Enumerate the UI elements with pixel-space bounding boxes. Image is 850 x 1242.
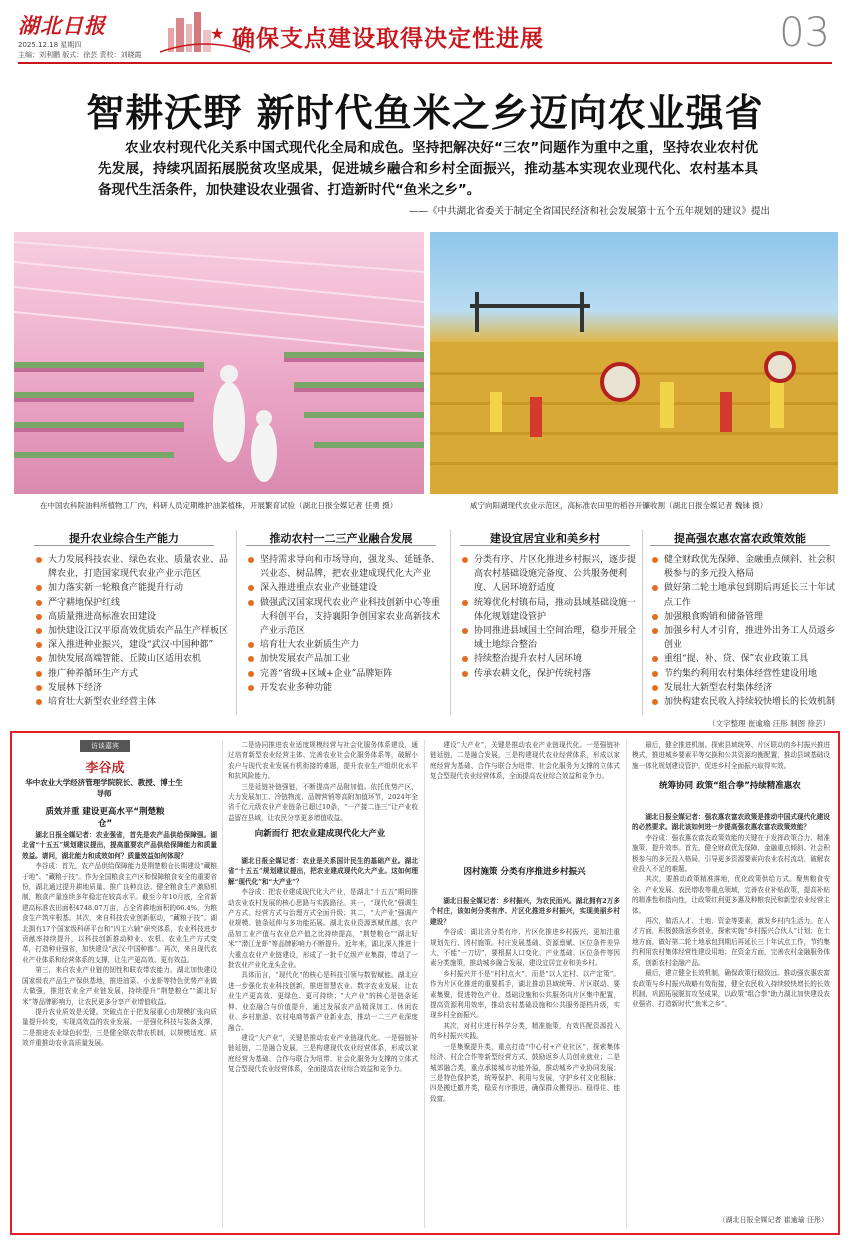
interview-column-4-top [632,740,830,780]
question-paragraph: 湖北日报全媒记者：农业是关系国计民生的基础产业。湖北省“十五五”规划建议提出，把农业建成现代化大产业。这如何理解“现代化”和“大产业”？ [228,857,418,886]
column-heading-industry: 推动农村一二三产业融合发展 [246,530,436,546]
list-item: 完善“省级+区域+企业”品牌矩阵 [246,667,442,681]
interview-column-2 [228,856,418,1228]
answer-paragraph: 二是协同推进农业适度规模经营与社会化服务体系建设，通过培育新型农业经营主体、完善农业社会化服务体系等，破解小农户与现代农业发展有机衔接的难题，提升农业生产组织化水平和抗风险能力。 [228,741,418,781]
list-item: 协同推进县域国土空间治理，稳步开展全域土地综合整治 [460,624,636,652]
list-item: 加快发展高端智能、丘陵山区适用农机 [34,652,230,666]
answer-paragraph: 李谷成：湖北省分类有序、片区化推进乡村振兴，更加注重规划先行、因村施策。村庄发展基础、资源禀赋、区位条件差异大，不能“一刀切”，要根据人口变化、产业基础、区位条件等因素分类施策，推动城乡融合发展，建设宜居宜业和美乡村。 [430,928,620,968]
column-list-production [34,553,230,709]
question-paragraph: 湖北日报全媒记者：乡村振兴，为农民而兴。湖北拥有2万多个村庄，该如何分类有序、片区化推进乡村振兴，实现美丽乡村建设？ [430,897,620,926]
list-item: 加强粮食购销和储备管理 [650,610,836,624]
column-divider [450,530,451,715]
column-list-industry [246,553,442,695]
column-heading-village: 建设宜居宜业和美乡村 [460,530,630,546]
answer-paragraph: 再次，做活人才、土地、资金等要素，激发乡村内生活力。在人才方面，积极鼓励返乡创业，探索实施“乡村振兴合伙人”计划；在土地方面，做好第二轮土地承包到期后再延长三十年试点工作，节约集约利用农村集体经营性建设用地；在资金方面，完善农村金融服务体系，创新农村金融产品。 [632,917,830,967]
infographic-credit: （文字整理 崔逾瑜 汪彤 制图 徐芸） [707,719,830,728]
subheading-1: 质效并重 建设更高水平“荆楚粮仓” [45,807,165,829]
answer-paragraph: 其次，要推动政策精准落地，优化政策供给方式。聚焦粮食安全、产业发展、农民增收等重点领域，完善农业补贴政策，提高补贴的精准性和指向性，让政策红利更多惠及种粮农民和新型农业经营主体。 [632,875,830,915]
subheading-2: 向新而行 把农业建成现代化大产业 [254,829,386,839]
lead-paragraph: 农业农村现代化关系中国式现代化全局和成色。坚持把解决好“三农”问题作为重中之重，坚持农业农村优先发展，持续巩固拓展脱贫攻坚成果，促进城乡融合和乡村全面振兴，推动基本实现农业现代化、农村基本具备现代生活条件，加快建设农业强省、打造新时代“鱼米之乡”。 [98,140,758,198]
list-item: 开发农业多种功能 [246,681,442,695]
answer-paragraph: 李谷成：强农惠农富农政策效能的关键在于发挥政策合力、精准施策、提升效率。首先，健全财政优先保障、金融重点倾斜、社会积极参与的多元投入格局，引导更多资源要素向农业农村流动，破解农业投入不足的难题。 [632,833,830,874]
list-item: 加力落实新一轮粮食产能提升行动 [34,581,230,595]
editor-credits: 主编：刘利鹏 版式：徐芸 责校：刘晓霞 [18,51,142,59]
list-item: 培育壮大新型农业经营主体 [34,695,230,709]
lead-source: ——《中共湖北省委关于制定全省国民经济和社会发展第十五个五年规划的建议》提出 [408,206,770,217]
column-divider [642,530,643,715]
column-heading-production: 提升农业综合生产能力 [34,530,214,546]
list-item: 加快建设江汉平原高效优质农产品生产样板区 [34,624,230,638]
issue-date: 2025.12.18 星期四 [18,41,82,49]
subheading-3: 因村施策 分类有序推进乡村振兴 [463,867,586,877]
list-item: 加快发展农产品加工业 [246,652,442,666]
guest-title: 华中农业大学经济管理学院院长、教授、博士生导师 [25,778,183,798]
plant-factory-photo [14,232,424,494]
list-item: 做好第二轮土地承包到期后再延长三十年试点工作 [650,581,836,609]
right-photo-caption: 咸宁向阳湖现代农业示范区，高标准农田里的稻谷开镰收割（湖北日报全媒记者 魏铼 摄） [470,501,768,510]
answer-paragraph: 其次，对村庄进行科学分类，精准施策，有效匹配资源投入的乡村振兴实践。 [430,1021,620,1041]
guest-name: 李谷成 [85,761,125,776]
list-item: 重组“提、补、贷、保”农业政策工具 [650,652,836,666]
list-item: 节约集约利用农村集体经营性建设用地 [650,667,836,681]
plant-factory-illustration [14,232,424,494]
subheading-4: 统筹协同 政策“组合拳”持续精准惠农 [659,781,801,791]
answer-paragraph: 李谷成：把农业建成现代化大产业，是湖北“十五五”期间推动农业农村发展的核心思路与实践路径。其一，“现代化”强调生产方式、经营方式与治理方式全面升级；其二，“大产业”强调产业规模、链条延伸与多功能拓展。湖北农业资源禀赋优越，农产品加工业产值与农业总产值之比持续提高，“荆楚粮仓”“湖北好米”“潜江龙虾”等品牌影响力不断提升。近年来，湖北深入推进十大重点农业产业链建设，形成了一批千亿级产业集群，带动了一批农业产业化龙头企业。 [228,888,418,970]
masthead [0,0,850,66]
answer-paragraph: 一是集聚提升类，重点打造“中心村+产业社区”，探索集体经济、村企合作等新型经营方式，鼓励返乡人员创业就业；二是城郊融合类，重点承接城市功能外溢，推动城乡产业协同发展；三是特色保护类，统筹保护、利用与发展，守护乡村文化根脉；四是搬迁撤并类，稳妥有序推进，确保群众搬得出、稳得住、能致富。 [430,1042,620,1103]
answer-paragraph: 建设“大产业”，关键是推动农业产业链现代化。一是强链补链延链，二是融合发展，三是构建现代农业经营体系，形成以家庭经营为基础、合作与联合为纽带、社会化服务为支撑的立体式复合型现代农业经营体系，全面提高农业综合效益和竞争力。 [228,1033,418,1074]
interview-column-3 [430,896,620,1228]
interview-column-3-top [430,740,620,840]
list-item: 加快构建农民收入持续较快增长的长效机制 [650,695,836,709]
answer-paragraph: 具体而言，“现代化”的核心是科技引领与数智赋能。湖北应进一步强化农业科技创新，推进智慧农业、数字农业发展，让农业生产更高效、更绿色、更可持续；“大产业”的核心是链条延伸、业态融合与价值提升，通过发展农产品精深加工、休闲农业、乡村旅游、农村电商等新产业新业态，推动一二三产业深度融合。 [228,971,418,1032]
column-list-policy [650,553,836,709]
interview-column-1 [22,830,217,1228]
list-item: 传承农耕文化，保护传统村落 [460,667,636,681]
list-item: 坚持需求导向和市场导向，强龙头、延链条、兴业态、树品牌，把农业建成现代化大产业 [246,553,442,581]
rice-harvest-illustration [430,232,838,494]
list-item: 培育壮大农业新质生产力 [246,638,442,652]
column-list-village [460,553,636,681]
star-icon: ★ [210,24,225,43]
answer-paragraph: 第三，来自农业产业链的韧性和联农带农能力。湖北加快建设国家级农产品生产保供基地，推进油菜、小龙虾等特色优势产业做大做强，推进农业全产业链发展，持续提升“荆楚粮仓”“湖北好米”等品牌影响力，让农民更多分享产业增值收益。 [22,966,217,1006]
section-title: 确保支点建设取得决定性进展 [232,26,544,52]
list-item: 健全财政优先保障、金融重点倾斜、社会积极参与的多元投入格局 [650,553,836,581]
rice-harvest-photo [430,232,838,494]
column-divider [222,740,223,1228]
list-item: 高质量推进高标准农田建设 [34,610,230,624]
column-divider [236,530,237,715]
guest-badge: 访谈嘉宾 [80,740,130,752]
list-item: 持续整治提升农村人居环境 [460,652,636,666]
interview-credit: （湖北日报全媒记者 崔逾瑜 汪彤） [718,1216,828,1224]
answer-paragraph: 最后，健全推进机制。探索县域统筹、片区联动的乡村振兴推进模式，推进城乡要素平等交换和公共资源均衡配置，推动县域基础设施一体化规划建设管护，促进乡村全面振兴取得实效。 [632,741,830,770]
list-item: 发展林下经济 [34,681,230,695]
list-item: 发展壮大新型农村集体经济 [650,681,836,695]
interview-column-4 [632,812,830,1212]
answer-paragraph: 三是延链补链强链，不断提高产品附加值。依托优势产区，大力发展加工、冷链物流、品牌营销等高附加值环节，2024年全省千亿元级农业产业链条已超过10条，“一产接二连三”让产业收益留在县域，让农民分享更多增值收益。 [228,782,418,822]
answer-paragraph: 最后，建立健全长效机制，确保政策行稳致远。推动强农惠农富农政策与乡村振兴战略有效衔接，健全农民收入持续较快增长的长效机制，巩固拓展脱贫攻坚成果，以政策“组合拳”助力湖北加快建设农业强省、打造新时代“鱼米之乡”。 [632,969,830,1009]
column-divider [626,740,627,1228]
answer-paragraph: 李谷成：首先，农产品供给保障能力是荆楚粮仓长期建设“藏粮于地”、“藏粮于技”。作为全国粮食主产区和保障粮食安全的重要省份，湖北通过提升耕地质量、推广良种良法、健全粮食生产激励机制，粮食产量连续多年稳定在较高水平。截至今年10月底，全省新建高标准农田面积4748.07万亩，占全省耕地面积的66.4%，为粮食生产筑牢根基。其次，来自科技农业创新驱动，“藏粮于技”。湖北拥有17个国家级科研平台和“四主六辅”研究体系，农业科技进步贡献率持续提升，以科技创新推动种业、农机、农业生产方式变革，打造种业强省，加快建设“武汉·中国种都”。再次，来自现代农业产业体系和经营体系的支撑，让生产更高效、更有效益。 [22,862,217,964]
page-number: 03 [779,10,830,56]
masthead-divider [18,62,832,64]
list-item: 加强乡村人才引育，推进外出务工人员返乡创业 [650,624,836,652]
answer-paragraph: 建设“大产业”，关键是推动农业产业链现代化。一是强链补链延链，二是融合发展，三是构建现代农业经营体系，形成以家庭经营为基础、合作与联合为纽带、社会化服务为支撑的立体式复合型现代农业经营体系，全面提高农业综合效益和竞争力。 [430,741,620,781]
question-paragraph: 湖北日报全媒记者：强农惠农富农政策是推动中国式现代化建设的必然要求。湖北该如何进一步提高强农惠农富农政策效能？ [632,813,830,832]
list-item: 深入推进重点农业产业链建设 [246,581,442,595]
column-heading-policy: 提高强农惠农富农政策效能 [650,530,830,546]
answer-paragraph: 提升农业质效是关键。突破点在于把发展重心由规模扩张向质量提升转变，实现高效益的农业发展。一是强化科技与装备支撑，二是推进农业绿色转型，三是健全联农带农机制，以规模适度、质效并重推动农业高质量发展。 [22,1007,217,1048]
list-item: 统筹优化村镇布局，推动县域基础设施一体化规划建设管护 [460,596,636,624]
answer-paragraph: 乡村振兴并不是“村村点火”，而是“以人定村、以产定策”。作为片区化推进的重要抓手，湖北推动县域统筹、片区联动、要素集聚，促进特色产业、基础设施和公共服务向片区集中配置，提高资源利用效率，推动农村基础设施和公共服务提档升级，实现乡村全面振兴。 [430,969,620,1020]
list-item: 深入推进种业振兴，建设“武汉·中国种都” [34,638,230,652]
column-divider [424,740,425,1228]
list-item: 做强武汉国家现代农业产业科技创新中心等重大科创平台，支持襄阳争创国家农业高新技术产业示范区 [246,596,442,639]
interview-column-2-top [228,740,418,828]
left-photo-caption: 在中国农科院油料所植物工厂内，科研人员定期维护油菜植株，开展繁育试验（湖北日报全媒记者 任勇 摄） [40,501,398,510]
question-paragraph: 湖北日报全媒记者：农业强省，首先是农产品供给保障强。湖北省“十五五”规划建议提出，提高重要农产品供给保障能力和质量效益。请问，湖北能力和成效如何？质量效益如何体现？ [22,831,217,860]
list-item: 严守耕地保护红线 [34,596,230,610]
list-item: 推广种养循环生产方式 [34,667,230,681]
list-item: 分类有序、片区化推进乡村振兴，逐步提高农村基础设施完备度、公共服务便利度、人居环境舒适度 [460,553,636,596]
newspaper-logo: 湖北日报 [18,13,106,38]
list-item: 大力发展科技农业、绿色农业、质量农业、品牌农业，打造国家现代农业产业示范区 [34,553,230,581]
page-headline: 智耕沃野 新时代鱼米之乡迈向农业强省 [86,91,764,135]
